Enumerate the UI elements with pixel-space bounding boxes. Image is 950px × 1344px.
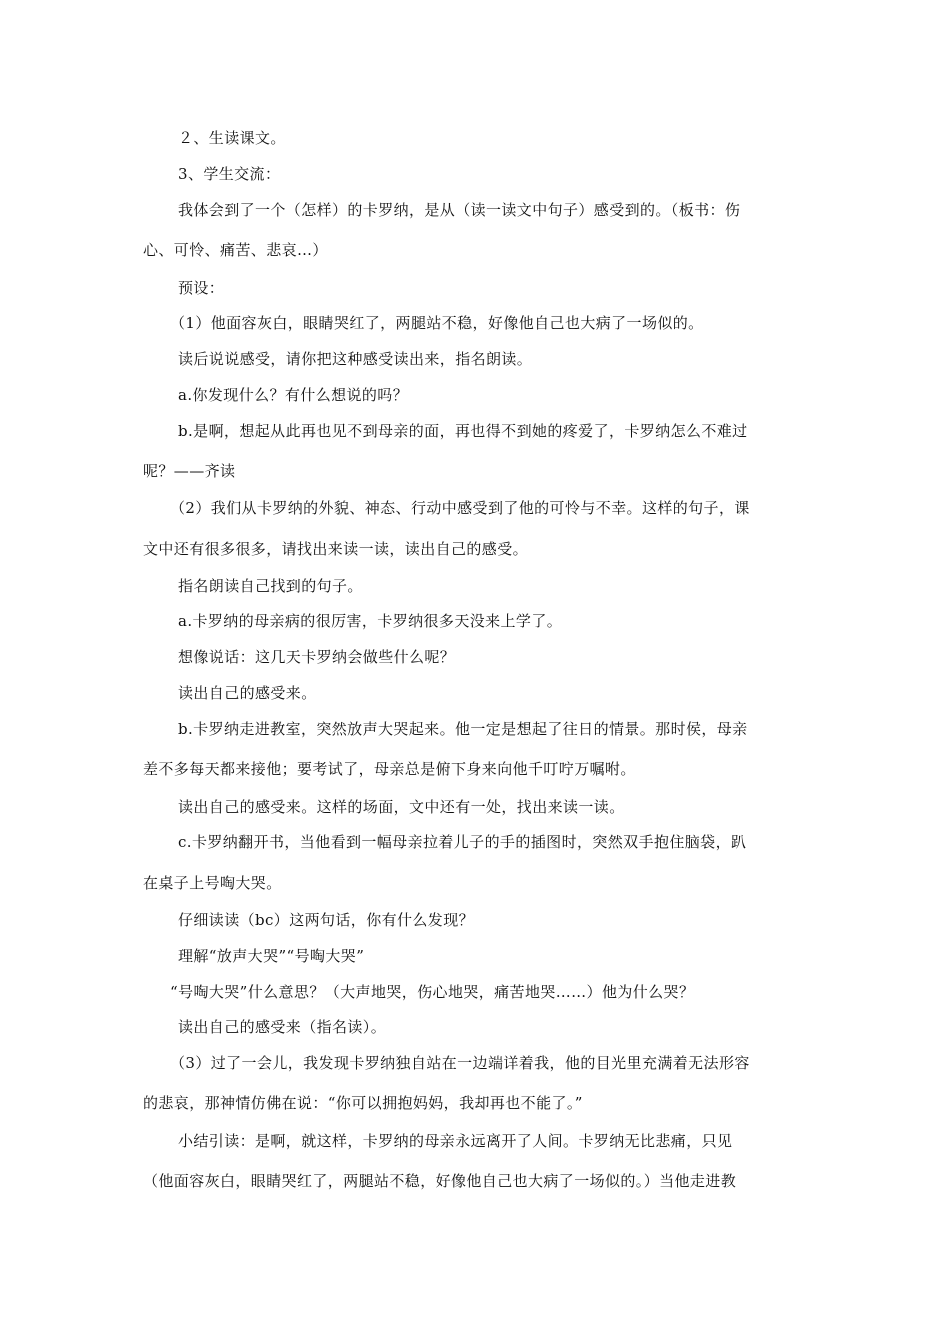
paragraph-line: 仔细读读（bc）这两句话，你有什么发现？ <box>178 911 475 929</box>
paragraph-line: a.卡罗纳的母亲病的很厉害，卡罗纳很多天没来上学了。 <box>178 612 563 630</box>
paragraph-line: 小结引读：是啊，就这样，卡罗纳的母亲永远离开了人间。卡罗纳无比悲痛，只见 <box>178 1132 733 1150</box>
paragraph-line: 指名朗读自己找到的句子。 <box>178 577 363 595</box>
paragraph-preset: 预设： <box>178 279 225 297</box>
paragraph-step-3: 3、学生交流： <box>178 165 281 183</box>
paragraph-line: 理解“放声大哭”“号啕大哭” <box>178 947 365 965</box>
paragraph-line: 读出自己的感受来（指名读）。 <box>178 1018 387 1036</box>
paragraph-line: 心、可怜、痛苦、悲哀…） <box>143 241 328 259</box>
paragraph-line: b.卡罗纳走进教室，突然放声大哭起来。他一定是想起了往日的情景。那时侯，母亲 <box>178 720 748 738</box>
paragraph-line: 的悲哀，那神情仿佛在说：“你可以拥抱妈妈，我却再也不能了。” <box>143 1094 583 1112</box>
paragraph-line: 读出自己的感受来。这样的场面，文中还有一处，找出来读一读。 <box>178 798 625 816</box>
paragraph-line: 差不多每天都来接他；要考试了，母亲总是俯下身来向他千叮咛万嘱咐。 <box>143 760 636 778</box>
paragraph-line: b.是啊，想起从此再也见不到母亲的面，再也得不到她的疼爱了，卡罗纳怎么不难过 <box>178 422 748 440</box>
paragraph-line: 读出自己的感受来。 <box>178 684 317 702</box>
paragraph-line: 我体会到了一个（怎样）的卡罗纳，是从（读一读文中句子）感受到的。（板书：伤 <box>178 201 741 219</box>
paragraph-line: 文中还有很多很多，请找出来读一读，读出自己的感受。 <box>143 540 529 558</box>
paragraph-line: （3）过了一会儿，我发现卡罗纳独自站在一边端详着我，他的目光里充满着无法形容 <box>170 1054 750 1072</box>
paragraph-line: （他面容灰白，眼睛哭红了，两腿站不稳，好像他自己也大病了一场似的。）当他走进教 <box>143 1172 737 1190</box>
paragraph-line: “号啕大哭”什么意思？（大声地哭，伤心地哭，痛苦地哭……）他为什么哭？ <box>170 983 695 1001</box>
paragraph-line: c.卡罗纳翻开书，当他看到一幅母亲拉着儿子的手的插图时，突然双手抱住脑袋，趴 <box>178 833 747 851</box>
paragraph-line: 想像说话：这几天卡罗纳会做些什么呢？ <box>178 648 456 666</box>
paragraph-line: （1）他面容灰白，眼睛哭红了，两腿站不稳，好像他自己也大病了一场似的。 <box>170 314 704 332</box>
paragraph-line: 读后说说感受，请你把这种感受读出来，指名朗读。 <box>178 350 533 368</box>
paragraph-line: （2）我们从卡罗纳的外貌、神态、行动中感受到了他的可怜与不幸。这样的句子，课 <box>170 499 750 517</box>
paragraph-step-2: ２、生读课文。 <box>178 129 286 147</box>
paragraph-line: a.你发现什么？有什么想说的吗？ <box>178 386 409 404</box>
paragraph-line: 呢？——齐读 <box>143 462 236 480</box>
paragraph-line: 在桌子上号啕大哭。 <box>143 874 282 892</box>
